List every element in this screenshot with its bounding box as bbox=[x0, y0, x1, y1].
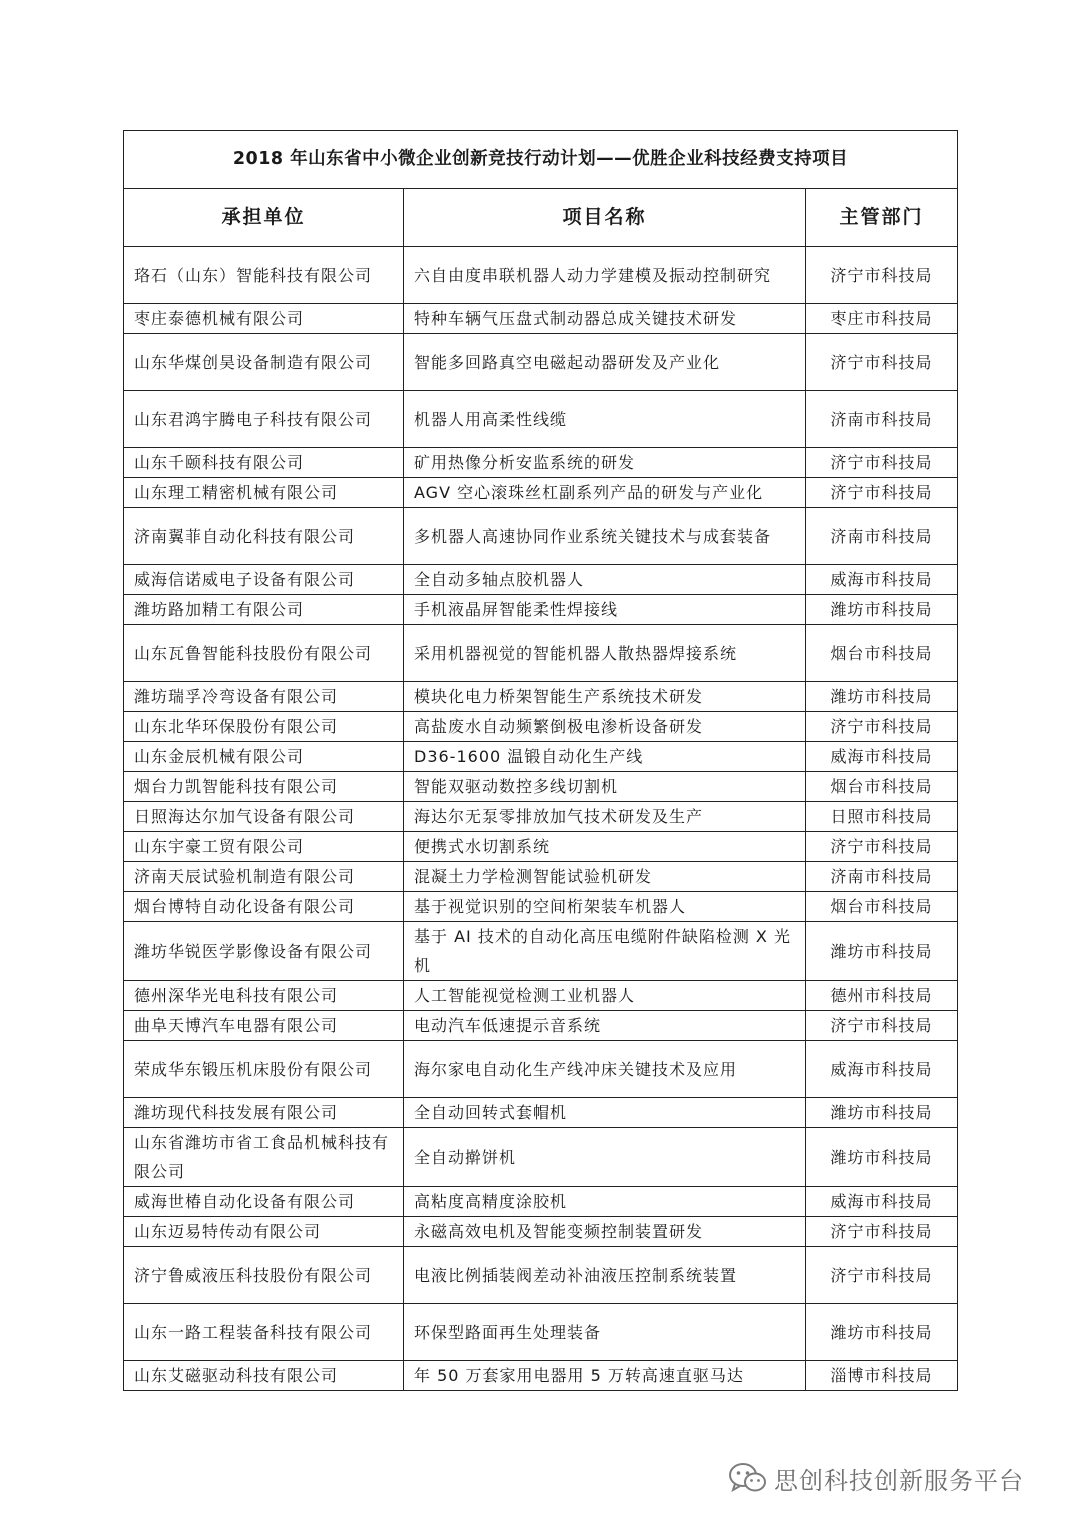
table-row bbox=[124, 1098, 958, 1128]
cell-department: 济宁市科技局 bbox=[806, 478, 958, 508]
table-row bbox=[124, 1128, 958, 1187]
cell-department: 潍坊市科技局 bbox=[806, 682, 958, 712]
cell-department: 济宁市科技局 bbox=[806, 247, 958, 304]
table-row bbox=[124, 304, 958, 334]
table-row bbox=[124, 682, 958, 712]
cell-department: 济宁市科技局 bbox=[806, 1247, 958, 1304]
cell-unit: 珞石（山东）智能科技有限公司 bbox=[124, 247, 404, 304]
cell-unit: 威海信诺威电子设备有限公司 bbox=[124, 565, 404, 595]
cell-unit: 山东艾磁驱动科技有限公司 bbox=[124, 1361, 404, 1391]
cell-unit: 威海世椿自动化设备有限公司 bbox=[124, 1187, 404, 1217]
cell-unit: 济宁鲁威液压科技股份有限公司 bbox=[124, 1247, 404, 1304]
cell-department: 烟台市科技局 bbox=[806, 892, 958, 922]
cell-department: 潍坊市科技局 bbox=[806, 1128, 958, 1187]
cell-department: 济宁市科技局 bbox=[806, 1011, 958, 1041]
table-row bbox=[124, 832, 958, 862]
cell-project: 海尔家电自动化生产线冲床关键技术及应用 bbox=[404, 1041, 806, 1098]
table-row bbox=[124, 1304, 958, 1361]
cell-unit: 山东迈易特传动有限公司 bbox=[124, 1217, 404, 1247]
cell-department: 济宁市科技局 bbox=[806, 448, 958, 478]
cell-unit: 日照海达尔加气设备有限公司 bbox=[124, 802, 404, 832]
cell-project: 混凝土力学检测智能试验机研发 bbox=[404, 862, 806, 892]
cell-unit: 枣庄泰德机械有限公司 bbox=[124, 304, 404, 334]
cell-project: 人工智能视觉检测工业机器人 bbox=[404, 981, 806, 1011]
table-title: 2018 年山东省中小微企业创新竞技行动计划——优胜企业科技经费支持项目 bbox=[124, 131, 958, 189]
table-row bbox=[124, 1187, 958, 1217]
cell-project: 环保型路面再生处理装备 bbox=[404, 1304, 806, 1361]
table-row bbox=[124, 772, 958, 802]
table-header-row bbox=[124, 189, 958, 247]
cell-department: 济宁市科技局 bbox=[806, 832, 958, 862]
table-row bbox=[124, 892, 958, 922]
cell-project: 高粘度高精度涂胶机 bbox=[404, 1187, 806, 1217]
table-row bbox=[124, 478, 958, 508]
cell-department: 威海市科技局 bbox=[806, 565, 958, 595]
cell-unit: 山东千颐科技有限公司 bbox=[124, 448, 404, 478]
cell-unit: 山东一路工程装备科技有限公司 bbox=[124, 1304, 404, 1361]
cell-project: 智能多回路真空电磁起动器研发及产业化 bbox=[404, 334, 806, 391]
table-row bbox=[124, 565, 958, 595]
cell-department: 烟台市科技局 bbox=[806, 772, 958, 802]
cell-project: AGV 空心滚珠丝杠副系列产品的研发与产业化 bbox=[404, 478, 806, 508]
column-header-department: 主管部门 bbox=[806, 189, 958, 247]
cell-unit: 潍坊瑞孚冷弯设备有限公司 bbox=[124, 682, 404, 712]
table-row bbox=[124, 981, 958, 1011]
watermark-text: 思创科技创新服务平台 bbox=[774, 1466, 1024, 1495]
cell-department: 济南市科技局 bbox=[806, 508, 958, 565]
cell-department: 威海市科技局 bbox=[806, 1041, 958, 1098]
cell-unit: 山东君鸿宇腾电子科技有限公司 bbox=[124, 391, 404, 448]
table-row bbox=[124, 922, 958, 981]
table-row bbox=[124, 1217, 958, 1247]
cell-department: 潍坊市科技局 bbox=[806, 1304, 958, 1361]
cell-department: 潍坊市科技局 bbox=[806, 922, 958, 981]
cell-unit: 山东宇豪工贸有限公司 bbox=[124, 832, 404, 862]
cell-department: 济南市科技局 bbox=[806, 862, 958, 892]
cell-department: 威海市科技局 bbox=[806, 742, 958, 772]
table-row bbox=[124, 1041, 958, 1098]
table-row bbox=[124, 862, 958, 892]
cell-unit: 山东省潍坊市省工食品机械科技有限公司 bbox=[124, 1128, 404, 1187]
cell-unit: 德州深华光电科技有限公司 bbox=[124, 981, 404, 1011]
cell-project: 全自动擀饼机 bbox=[404, 1128, 806, 1187]
cell-project: 永磁高效电机及智能变频控制装置研发 bbox=[404, 1217, 806, 1247]
cell-unit: 山东金辰机械有限公司 bbox=[124, 742, 404, 772]
cell-project: 多机器人高速协同作业系统关键技术与成套装备 bbox=[404, 508, 806, 565]
table-row bbox=[124, 1011, 958, 1041]
cell-unit: 潍坊华锐医学影像设备有限公司 bbox=[124, 922, 404, 981]
cell-department: 济宁市科技局 bbox=[806, 334, 958, 391]
column-header-project: 项目名称 bbox=[404, 189, 806, 247]
cell-unit: 山东理工精密机械有限公司 bbox=[124, 478, 404, 508]
cell-department: 威海市科技局 bbox=[806, 1187, 958, 1217]
cell-unit: 山东华煤创昊设备制造有限公司 bbox=[124, 334, 404, 391]
cell-unit: 荣成华东锻压机床股份有限公司 bbox=[124, 1041, 404, 1098]
cell-department: 淄博市科技局 bbox=[806, 1361, 958, 1391]
cell-project: 六自由度串联机器人动力学建模及振动控制研究 bbox=[404, 247, 806, 304]
cell-unit: 烟台博特自动化设备有限公司 bbox=[124, 892, 404, 922]
cell-project: D36-1600 温锻自动化生产线 bbox=[404, 742, 806, 772]
table-row bbox=[124, 1361, 958, 1391]
cell-project: 海达尔无泵零排放加气技术研发及生产 bbox=[404, 802, 806, 832]
cell-unit: 潍坊路加精工有限公司 bbox=[124, 595, 404, 625]
cell-project: 采用机器视觉的智能机器人散热器焊接系统 bbox=[404, 625, 806, 682]
cell-unit: 济南翼菲自动化科技有限公司 bbox=[124, 508, 404, 565]
cell-project: 高盐废水自动频繁倒极电渗析设备研发 bbox=[404, 712, 806, 742]
cell-unit: 山东北华环保股份有限公司 bbox=[124, 712, 404, 742]
cell-department: 枣庄市科技局 bbox=[806, 304, 958, 334]
table-row bbox=[124, 595, 958, 625]
cell-department: 日照市科技局 bbox=[806, 802, 958, 832]
cell-department: 潍坊市科技局 bbox=[806, 1098, 958, 1128]
table-row bbox=[124, 391, 958, 448]
wechat-icon bbox=[728, 1461, 768, 1495]
column-header-unit: 承担单位 bbox=[124, 189, 404, 247]
watermark bbox=[728, 1458, 1024, 1498]
table-title-row bbox=[124, 131, 958, 189]
table-row bbox=[124, 247, 958, 304]
table-row bbox=[124, 742, 958, 772]
cell-unit: 山东瓦鲁智能科技股份有限公司 bbox=[124, 625, 404, 682]
cell-project: 手机液晶屏智能柔性焊接线 bbox=[404, 595, 806, 625]
cell-unit: 济南天辰试验机制造有限公司 bbox=[124, 862, 404, 892]
cell-project: 年 50 万套家用电器用 5 万转高速直驱马达 bbox=[404, 1361, 806, 1391]
table-row bbox=[124, 448, 958, 478]
cell-project: 全自动回转式套帽机 bbox=[404, 1098, 806, 1128]
cell-department: 济宁市科技局 bbox=[806, 1217, 958, 1247]
projects-table bbox=[123, 130, 958, 1391]
table-row bbox=[124, 802, 958, 832]
cell-project: 特种车辆气压盘式制动器总成关键技术研发 bbox=[404, 304, 806, 334]
cell-unit: 曲阜天博汽车电器有限公司 bbox=[124, 1011, 404, 1041]
table-row bbox=[124, 625, 958, 682]
cell-project: 智能双驱动数控多线切割机 bbox=[404, 772, 806, 802]
table-row bbox=[124, 508, 958, 565]
table-row bbox=[124, 334, 958, 391]
cell-project: 基于 AI 技术的自动化高压电缆附件缺陷检测 X 光机 bbox=[404, 922, 806, 981]
table-row bbox=[124, 712, 958, 742]
cell-project: 基于视觉识别的空间桁架装车机器人 bbox=[404, 892, 806, 922]
cell-department: 济宁市科技局 bbox=[806, 712, 958, 742]
cell-project: 模块化电力桥架智能生产系统技术研发 bbox=[404, 682, 806, 712]
cell-department: 烟台市科技局 bbox=[806, 625, 958, 682]
table-body bbox=[124, 247, 958, 1391]
cell-project: 全自动多轴点胶机器人 bbox=[404, 565, 806, 595]
cell-department: 潍坊市科技局 bbox=[806, 595, 958, 625]
cell-unit: 烟台力凯智能科技有限公司 bbox=[124, 772, 404, 802]
cell-project: 矿用热像分析安监系统的研发 bbox=[404, 448, 806, 478]
cell-project: 便携式水切割系统 bbox=[404, 832, 806, 862]
cell-department: 济南市科技局 bbox=[806, 391, 958, 448]
table-row bbox=[124, 1247, 958, 1304]
cell-project: 机器人用高柔性线缆 bbox=[404, 391, 806, 448]
cell-unit: 潍坊现代科技发展有限公司 bbox=[124, 1098, 404, 1128]
cell-project: 电动汽车低速提示音系统 bbox=[404, 1011, 806, 1041]
cell-department: 德州市科技局 bbox=[806, 981, 958, 1011]
cell-project: 电液比例插装阀差动补油液压控制系统装置 bbox=[404, 1247, 806, 1304]
